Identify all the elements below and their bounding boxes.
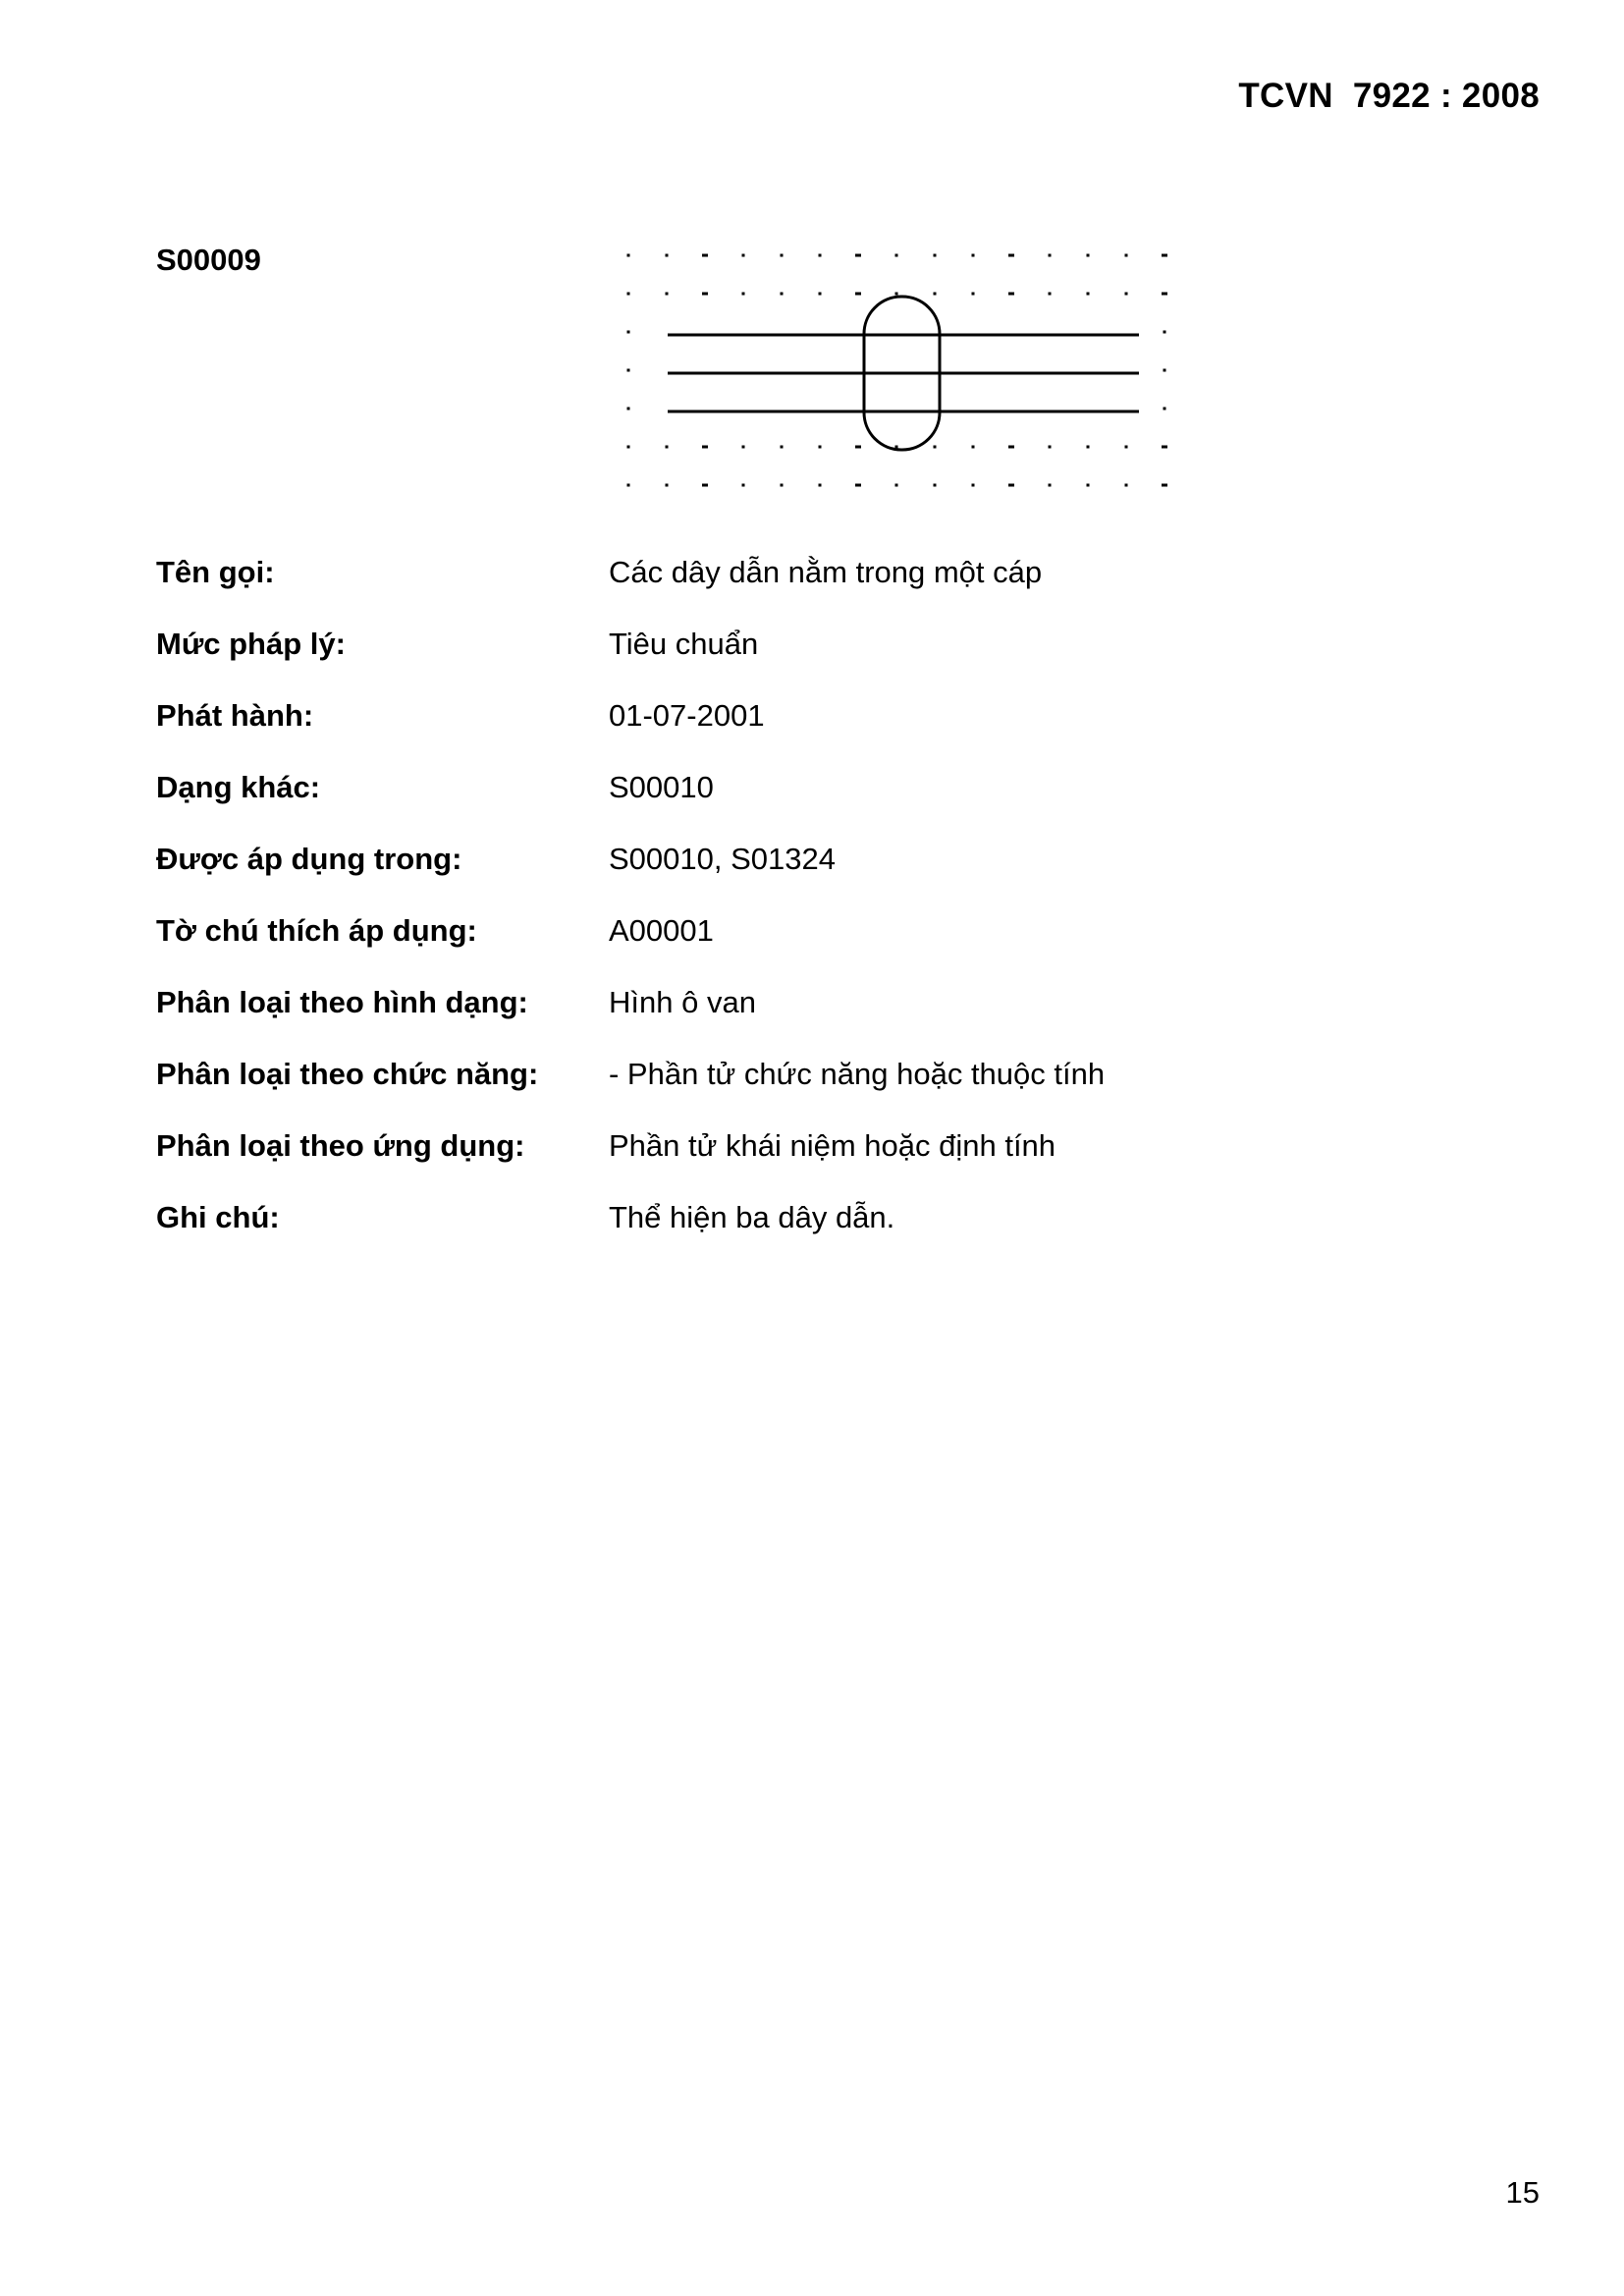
grid-dot: [1049, 254, 1052, 257]
grid-dot: [972, 293, 975, 296]
grid-dot: [781, 293, 784, 296]
grid-dot: [627, 254, 630, 257]
field-label: Tên gọi:: [156, 555, 275, 589]
grid-dot: [819, 254, 822, 257]
grid-dot: [627, 408, 630, 410]
field-value: Các dây dẫn nằm trong một cáp: [609, 555, 1043, 589]
grid-dash: [1162, 446, 1167, 449]
grid-dot: [1049, 293, 1052, 296]
field-label: Phân loại theo hình dạng:: [156, 985, 528, 1019]
grid-dot: [819, 293, 822, 296]
grid-dot: [1087, 484, 1090, 487]
document-code: TCVN 7922 : 2008: [1238, 77, 1540, 115]
grid-dash: [702, 293, 708, 296]
grid-dash: [855, 446, 861, 449]
field-row-muc-phap-ly: [156, 627, 1433, 666]
grid-dot: [1164, 369, 1166, 372]
field-row-phan-loai-ung-dung: [156, 1128, 1433, 1168]
field-label: Mức pháp lý:: [156, 627, 346, 661]
grid-dot: [742, 293, 745, 296]
grid-dot: [627, 484, 630, 487]
field-row-phat-hanh: [156, 698, 1433, 738]
field-label: Phân loại theo chức năng:: [156, 1057, 539, 1091]
field-label: Ghi chú:: [156, 1200, 280, 1234]
grid-dot: [666, 254, 669, 257]
field-label: Phát hành:: [156, 698, 314, 733]
cable-with-three-conductors-symbol: [619, 244, 1188, 504]
grid-dot: [781, 254, 784, 257]
field-value: S00010, S01324: [609, 842, 836, 876]
symbol-id: S00009: [156, 243, 261, 277]
grid-dash: [1008, 254, 1014, 257]
grid-dot: [1125, 446, 1128, 449]
grid-dot: [895, 484, 898, 487]
grid-dot: [742, 446, 745, 449]
grid-dot: [1087, 293, 1090, 296]
grid-dot: [781, 484, 784, 487]
grid-dash: [702, 446, 708, 449]
grid-dot: [895, 293, 898, 296]
grid-dot: [781, 446, 784, 449]
grid-dot: [627, 446, 630, 449]
field-label: Phân loại theo ứng dụng:: [156, 1128, 525, 1163]
conductor-lines: [668, 335, 1139, 411]
grid-dot: [666, 293, 669, 296]
grid-dash: [702, 254, 708, 257]
field-row-ghi-chu: [156, 1200, 1433, 1239]
grid-dot: [819, 484, 822, 487]
grid-dot: [1125, 293, 1128, 296]
grid-dot: [666, 484, 669, 487]
page-number: 15: [1505, 2175, 1540, 2210]
grid-dot: [895, 254, 898, 257]
field-label: Được áp dụng trong:: [156, 842, 462, 876]
grid-dot: [1164, 331, 1166, 334]
grid-dash: [1008, 484, 1014, 487]
field-value: Hình ô van: [609, 985, 756, 1019]
field-value: Phần tử khái niệm hoặc định tính: [609, 1128, 1056, 1163]
grid-dot: [934, 446, 937, 449]
grid-dash: [702, 484, 708, 487]
grid-dash: [1162, 293, 1167, 296]
field-value: A00001: [609, 913, 714, 948]
field-value: - Phần tử chức năng hoặc thuộc tính: [609, 1057, 1106, 1091]
grid-dot: [934, 254, 937, 257]
grid-dot: [1125, 484, 1128, 487]
grid-dot: [1049, 484, 1052, 487]
grid-dash: [855, 254, 861, 257]
grid-dot: [627, 369, 630, 372]
grid-dash: [1162, 484, 1167, 487]
grid-dot: [1164, 408, 1166, 410]
grid-dash: [1008, 446, 1014, 449]
field-value: Tiêu chuẩn: [609, 627, 759, 661]
grid-dash: [1162, 254, 1167, 257]
field-row-dang-khac: [156, 770, 1433, 809]
grid-dot: [934, 484, 937, 487]
field-row-duoc-ap-dung-trong: [156, 842, 1433, 881]
field-value: S00010: [609, 770, 714, 804]
grid-dot: [1087, 446, 1090, 449]
field-label: Dạng khác:: [156, 770, 321, 804]
grid-dot: [819, 446, 822, 449]
grid-dot: [1125, 254, 1128, 257]
field-row-phan-loai-chuc-nang: [156, 1057, 1433, 1096]
grid-dot: [972, 446, 975, 449]
grid-dot: [1087, 254, 1090, 257]
grid-dot: [934, 293, 937, 296]
grid-dash: [855, 293, 861, 296]
grid-dot: [742, 254, 745, 257]
field-value: 01-07-2001: [609, 698, 765, 733]
dot-grid: [627, 254, 1168, 487]
grid-dot: [972, 254, 975, 257]
field-row-ten-goi: [156, 555, 1433, 594]
grid-dot: [627, 293, 630, 296]
field-row-to-chu-thich: [156, 913, 1433, 953]
grid-dot: [972, 484, 975, 487]
field-value: Thể hiện ba dây dẫn.: [609, 1200, 895, 1234]
field-label: Tờ chú thích áp dụng:: [156, 913, 477, 948]
grid-dot: [666, 446, 669, 449]
grid-dash: [1008, 293, 1014, 296]
grid-dash: [855, 484, 861, 487]
grid-dot: [627, 331, 630, 334]
grid-dot: [742, 484, 745, 487]
grid-dot: [1049, 446, 1052, 449]
field-row-phan-loai-hinh-dang: [156, 985, 1433, 1024]
